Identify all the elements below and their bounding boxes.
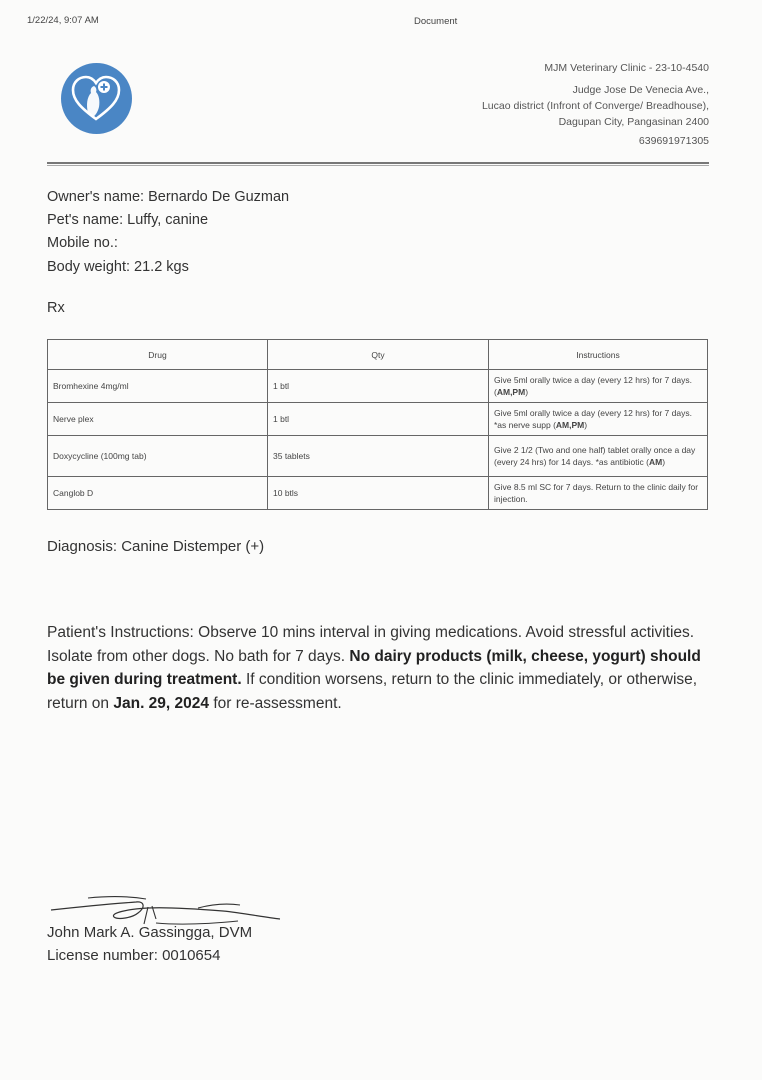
print-document-title: Document [414,16,458,27]
qty-cell: 35 tablets [268,436,489,477]
dosage-time: AM,PM [555,420,585,430]
header-divider [47,165,709,166]
instructions-text: Give 5ml orally twice a day (every 12 hrs) for 7 days. ( [494,375,692,397]
patient-instructions [47,621,717,715]
clinic-info [482,60,709,149]
header-drug: Drug [48,340,268,370]
drug-cell: Doxycycline (100mg tab) [48,436,268,477]
instructions-end: ) [662,457,666,467]
dosage-time: AM [648,457,663,467]
instructions-part: If condition worsens, return to the clinic immediately, or otherwise, return on [47,671,698,712]
owner-name: Owner's name: Bernardo De Guzman [47,189,290,205]
print-datetime: 1/22/24, 9:07 AM [27,15,99,26]
instructions-part: for re-assessment. [209,694,342,712]
clinic-address-line: Judge Jose De Venecia Ave., [572,84,709,96]
instructions-cell [489,370,708,403]
instructions-emphasis: No dairy products (milk, cheese, yogurt) should be given during treatment. [47,647,701,688]
header-instructions: Instructions [489,340,708,370]
instructions-cell [489,477,708,510]
table-row [48,403,708,436]
instructions-cell [489,403,708,436]
clinic-logo [61,63,132,134]
qty-cell: 1 btl [268,403,489,436]
rx-label: Rx [47,300,65,316]
drug-cell: Nerve plex [48,403,268,436]
vet-name: John Mark A. Gassingga, DVM [47,924,253,941]
table-row [48,436,708,477]
instructions-text: Give 5ml orally twice a day (every 12 hrs) for 7 days. *as nerve supp ( [494,408,692,430]
qty-cell: 10 btls [268,477,489,510]
instructions-text: Give 2 1/2 (Two and one half) tablet orally once a day (every 24 hrs) for 14 days. *as antibiotic ( [494,445,696,467]
body-weight: Body weight: 21.2 kgs [47,259,189,275]
license-number: License number: 0010654 [47,947,221,964]
qty-cell: 1 btl [268,370,489,403]
header-divider [47,162,709,164]
instructions-end: ) [525,387,529,397]
instructions-cell [489,436,708,477]
table-header-row [48,340,708,370]
dosage-time: AM,PM [496,387,526,397]
clinic-phone: 639691971305 [638,135,709,147]
pet-heart-logo-icon [61,63,132,134]
drug-cell: Canglob D [48,477,268,510]
pet-name: Pet's name: Luffy, canine [47,212,209,228]
instructions-end: ) [584,420,588,430]
clinic-address-line: Dagupan City, Pangasinan 2400 [558,116,709,128]
diagnosis: Diagnosis: Canine Distemper (+) [47,538,265,555]
clinic-name: MJM Veterinary Clinic - 23-10-4540 [544,62,709,74]
table-row [48,370,708,403]
mobile-number: Mobile no.: [47,235,118,251]
header-qty: Qty [268,340,489,370]
return-date: Jan. 29, 2024 [113,694,210,712]
instructions-text: Give 8.5 ml SC for 7 days. Return to the clinic daily for injection. [494,482,699,504]
instructions-part: Patient's Instructions: Observe 10 mins interval in giving medications. Avoid stressful activities. Isolate from other dogs. No bath for 7 days. [47,624,695,665]
table-row [48,477,708,510]
prescription-table [47,339,708,510]
drug-cell: Bromhexine 4mg/ml [48,370,268,403]
vet-signature [48,893,288,927]
clinic-address-line: Lucao district (Infront of Converge/ Breadhouse), [481,100,709,112]
